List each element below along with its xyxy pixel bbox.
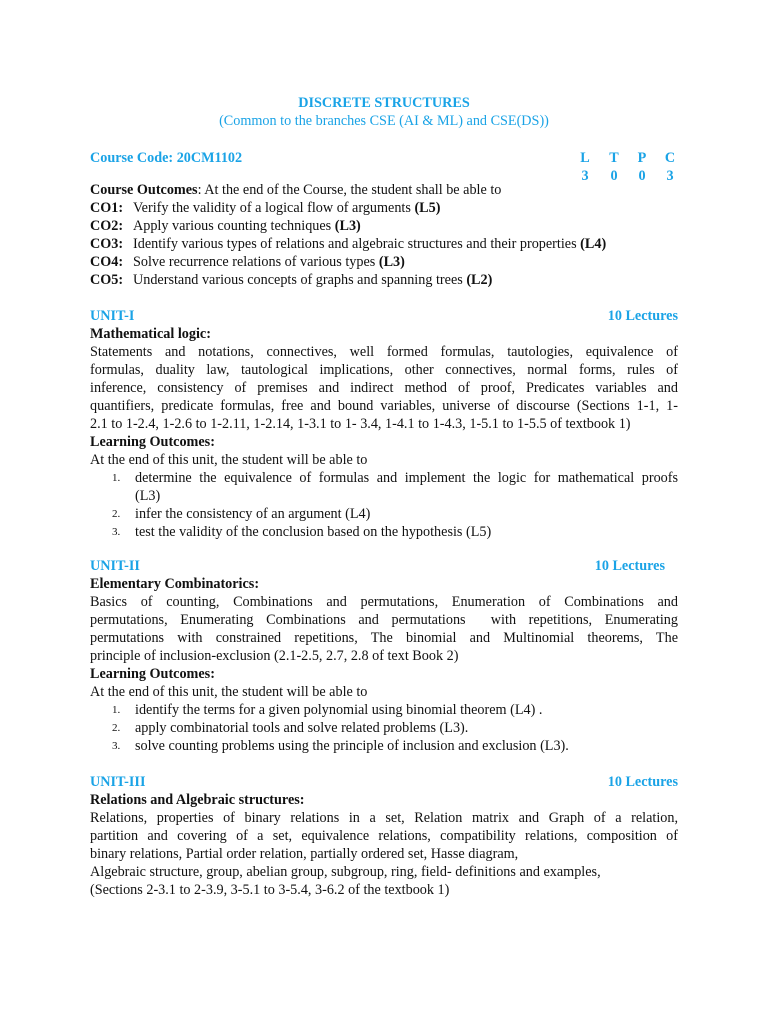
unit-1-lo-intro: At the end of this unit, the student will be able to [90,452,368,468]
list-item [90,719,678,737]
ltpc-val-l: 3 [581,168,589,184]
outcome-level: (L3) [334,218,361,234]
list-item [90,701,678,719]
ltpc-head-t: T [609,150,619,166]
unit-2-lo-intro: At the end of this unit, the student will be able to [90,684,368,700]
unit-3-line: Relations, properties of binary relations in a set, Relation matrix and Graph of a relation, [90,810,678,826]
unit-3-lectures: 10 Lectures [607,774,678,790]
list-number: 2. [112,508,121,520]
outcomes-intro-line [90,181,678,199]
unit-2-line: principle of inclusion-exclusion (2.1-2.5, 2.7, 2.8 of text Book 2) [90,648,459,664]
unit-1-line: formulas, duality law, tautological implications, other connectives, normal forms, rules of [90,362,678,378]
outcome-label: CO4: [90,254,124,270]
list-item [90,469,678,505]
unit-2-lo-list [90,701,678,755]
unit-2-lo-heading: Learning Outcomes: [90,666,215,682]
unit-1-body [90,325,678,541]
list-item [90,523,678,541]
unit-2-line: permutations with constrained repetitions, The binomial and Multinomial theorems, The [90,630,678,646]
list-text: test the validity of the conclusion based on the hypothesis (L5) [135,524,492,540]
outcome-item [90,253,678,271]
outcome-level: (L3) [378,254,405,270]
unit-3-line: partition and covering of a set, equivalence relations, compatibility relations, composition of [90,828,678,844]
outcome-text: Apply various counting techniques [133,218,335,234]
unit-1-line: 2.1 to 1-2.4, 1-2.6 to 1-2.11, 1-2.14, 1-3.1 to 1- 3.4, 1-4.1 to 1-4.3, 1-5.1 to 1-5.5 of textbook 1) [90,416,631,432]
ltpc-head-p: P [637,150,647,166]
list-text: apply combinatorial tools and solve related problems (L3). [135,720,469,736]
outcome-label: CO1: [90,200,124,216]
ltpc-head-l: L [580,150,590,166]
unit-1-lectures: 10 Lectures [607,308,678,324]
outcomes-heading: Course Outcomes [90,182,198,198]
ltpc-val-p: 0 [638,168,646,184]
unit-3-line: Algebraic structure, group, abelian group, subgroup, ring, field- definitions and examples, [90,864,601,880]
outcome-label: CO2: [90,218,124,234]
list-text: solve counting problems using the principle of inclusion and exclusion (L3). [135,738,569,754]
unit-2-body [90,575,678,755]
course-title: DISCRETE STRUCTURES [298,95,470,111]
outcome-level: (L5) [414,200,441,216]
outcome-item [90,271,678,289]
unit-3-body [90,791,678,899]
list-number: 3. [112,526,121,538]
list-text: determine the equivalence of formulas and implement the logic for mathematical proofs [135,470,678,486]
outcomes-intro: : At the end of the Course, the student shall be able to [197,182,502,198]
course-subtitle: (Common to the branches CSE (AI & ML) and CSE(DS)) [219,113,549,129]
unit-3-name: UNIT-III [90,774,146,790]
list-number: 3. [112,740,121,752]
course-outcomes [90,181,678,289]
list-text: identify the terms for a given polynomial using binomial theorem (L4) . [135,702,543,718]
unit-1-line: Statements and notations, connectives, well formed formulas, tautologies, equivalence of [90,344,678,360]
unit-1-lo-heading: Learning Outcomes: [90,434,215,450]
outcome-text: Identify various types of relations and algebraic structures and their properties [133,236,581,252]
unit-3-line: binary relations, Partial order relation, partially ordered set, Hasse diagram, [90,846,519,862]
outcome-label: CO3: [90,236,124,252]
outcome-text: Solve recurrence relations of various types [133,254,379,270]
list-item [90,505,678,523]
unit-2-lectures: 10 Lectures [594,558,665,574]
outcome-text: Verify the validity of a logical flow of arguments [133,200,415,216]
outcome-item [90,217,678,235]
list-text-cont: (L3) [135,488,161,504]
outcome-item [90,199,678,217]
unit-1-lo-list [90,469,678,541]
course-code: Course Code: 20CM1102 [90,150,243,166]
ltpc-head-c: C [664,150,676,166]
unit-1-header [90,307,678,325]
unit-3-line: (Sections 2-3.1 to 2-3.9, 3-5.1 to 3-5.4, 3-6.2 of the textbook 1) [90,882,450,898]
list-number: 1. [112,472,121,484]
unit-2-line: Basics of counting, Combinations and permutations, Enumeration of Combinations and [90,594,678,610]
list-text: infer the consistency of an argument (L4) [135,506,371,522]
unit-1-name: UNIT-I [90,308,135,324]
unit-2-topic: Elementary Combinatorics: [90,576,260,592]
outcome-item [90,235,678,253]
unit-1-line: inference, consistency of premises and indirect method of proof, Predicates variables and [90,380,678,396]
unit-2-line: permutations, Enumerating Combinations and permutations with repetitions, Enumerating [90,612,678,628]
outcome-label: CO5: [90,272,124,288]
unit-2-header [90,557,678,575]
list-number: 2. [112,722,121,734]
outcome-text: Understand various concepts of graphs and spanning trees [133,272,467,288]
ltpc-val-t: 0 [610,168,618,184]
unit-2-name: UNIT-II [90,558,140,574]
list-item [90,737,678,755]
ltpc-val-c: 3 [666,168,674,184]
outcome-level: (L2) [466,272,493,288]
unit-3-topic: Relations and Algebraic structures: [90,792,305,808]
unit-1-line: quantifiers, predicate formulas, free and bound variables, universe of discourse (Sections 1-1, 1- [90,398,678,414]
unit-1-topic: Mathematical logic: [90,326,211,342]
list-number: 1. [112,704,121,716]
outcome-level: (L4) [580,236,607,252]
unit-3-header [90,773,678,791]
